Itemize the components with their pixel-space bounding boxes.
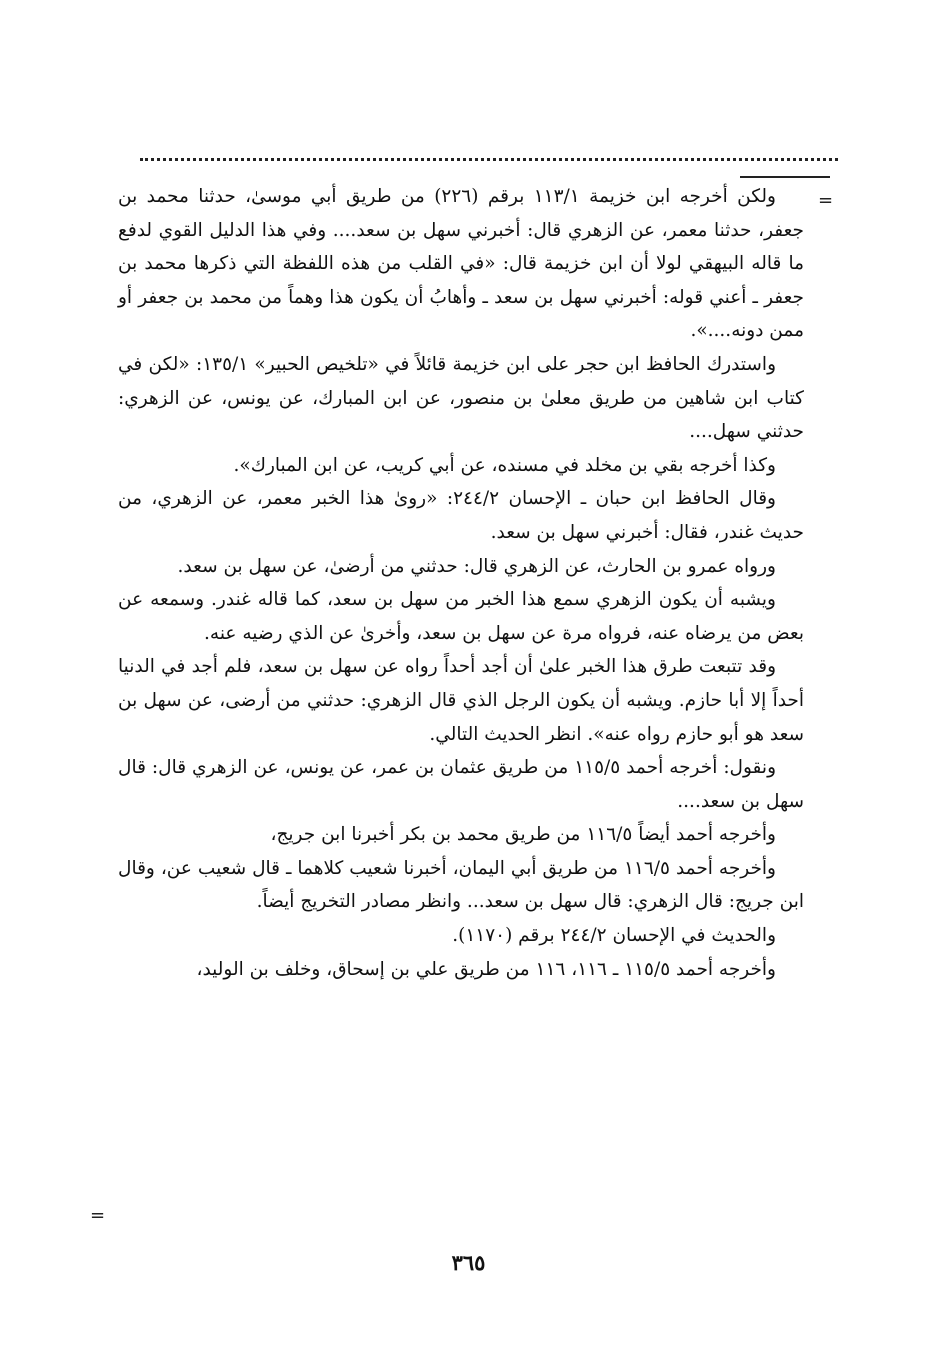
footnote-paragraph-5: ورواه عمرو بن الحارث، عن الزهري قال: حدثني من أرضىٰ، عن سهل بن سعد. [177, 555, 776, 577]
footnote-paragraph-10: وأخرجه أحمد ١١٦/٥ من طريق أبي اليمان، أخبرنا شعيب كلاهما ـ قال شعيب عن، وقال ابن جريج: قال الزهري: قال سهل بن سعد... وانظر مصادر التخريج أيضاً. [118, 857, 804, 913]
continuation-mark-top: = [818, 190, 834, 211]
page-number: ٣٦٥ [451, 1250, 486, 1275]
footnote-paragraph-11: والحديث في الإحسان ٢٤٤/٢ برقم (١١٧٠). [452, 925, 776, 947]
footnote-paragraph-1: ولكن أخرجه ابن خزيمة ١١٣/١ برقم (٢٢٦) من طريق أبي موسىٰ، حدثنا محمد بن جعفر، حدثنا معمر، عن الزهري قال: أخبرني سهل بن سعد.... وفي هذا الدليل القوي لدفع ما قاله البيهقي لولا أن ابن خزيمة قال: «في القلب من هذه اللفظة التي ذكرها محمد بن جعفر ـ أعني قوله: أخبرني سهل بن سعد ـ وأهابُ أن يكون هذا وهماً من محمد بن جعفر أو ممن دونه....». [118, 186, 804, 342]
footnote-paragraph-4: وقال الحافظ ابن حبان ـ الإحسان ٢٤٤/٢: «روىٰ هذا الخبر معمر، عن الزهري، من حديث غندر، فقال: أخبرني سهل بن سعد. [118, 488, 804, 543]
footnote-paragraph-12: وأخرجه أحمد ١١٥/٥ ـ ١١٦، ١١٦ من طريق علي بن إسحاق، وخلف بن الوليد، [196, 958, 776, 980]
footnote-paragraph-9: وأخرجه أحمد أيضاً ١١٦/٥ من طريق محمد بن بكر أخبرنا ابن جريج، [270, 824, 776, 846]
footnote-paragraph-8: ونقول: أخرجه أحمد ١١٥/٥ من طريق عثمان بن عمر، عن يونس، عن الزهري قال: قال سهل بن سعد.... [118, 757, 804, 812]
footnote-paragraph-2: واستدرك الحافظ ابن حجر على ابن خزيمة قائلاً في «تلخيص الحبير» ١٣٥/١: «لكن في كتاب ابن شاهين من طريق معلىٰ بن منصور، عن ابن المبارك، عن يونس، عن الزهري: حدثني سهل.... [118, 353, 804, 443]
footnote-paragraph-7: وقد تتبعت طرق هذا الخبر علىٰ أن أجد أحداً رواه عن سهل بن سعد، فلم أجد في الدنيا أحداً إلا أبا حازم. ويشبه أن يكون الرجل الذي قال الزهري: حدثني من أرضى، عن سهل بن سعد هو أبو حازم رواه عنه». انظر الحديث التالي. [118, 656, 804, 745]
footnote-solid-separator [740, 176, 830, 178]
footnote-dotted-separator [140, 158, 838, 161]
continuation-mark-bottom: = [90, 1205, 106, 1226]
footnote-paragraph-6: ويشبه أن يكون الزهري سمع هذا الخبر من سهل بن سعد، كما قاله غندر. وسمعه عن بعض من يرضاه عنه، فرواه مرة عن سهل بن سعد، وأخرىٰ عن الذي رضيه عنه. [118, 589, 804, 644]
footnote-text [118, 180, 804, 986]
footnote-paragraph-3: وكذا أخرجه بقي بن مخلد في مسنده، عن أبي كريب، عن ابن المبارك». [233, 454, 776, 476]
